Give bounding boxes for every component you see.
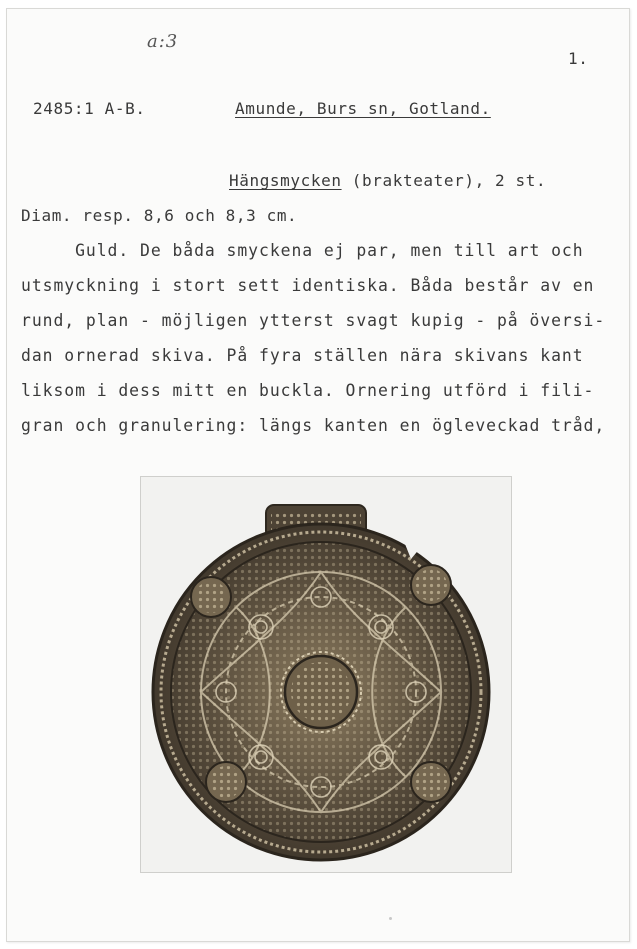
bracteate-icon <box>141 477 511 872</box>
description-line: gran och granulering: längs kanten en ögleveckad tråd, <box>21 416 606 435</box>
description-line: dan ornerad skiva. På fyra ställen nära skivans kant <box>21 346 584 365</box>
description-line: Guld. De båda smyckena ej par, men till art och <box>21 241 584 260</box>
dimensions: Diam. resp. 8,6 och 8,3 cm. <box>21 206 298 225</box>
object-title <box>229 171 546 190</box>
catalog-number: 2485:1 A-B. <box>33 99 146 118</box>
find-location: Amunde, Burs sn, Gotland. <box>235 99 491 118</box>
description-line: liksom i dess mitt en buckla. Ornering utförd i fili- <box>21 381 595 400</box>
speck <box>389 917 392 920</box>
object-title-rest: (brakteater), 2 st. <box>341 171 547 190</box>
handwritten-mark: a:3 <box>147 31 179 52</box>
object-title-underlined: Hängsmycken <box>229 171 342 190</box>
description-line: utsmyckning i stort sett identiska. Båda består av en <box>21 276 595 295</box>
catalog-card <box>6 8 630 942</box>
page-number: 1. <box>568 49 589 68</box>
bracteate-photo <box>140 476 512 873</box>
description-line: rund, plan - möjligen ytterst svagt kupig - på översi- <box>21 311 606 330</box>
